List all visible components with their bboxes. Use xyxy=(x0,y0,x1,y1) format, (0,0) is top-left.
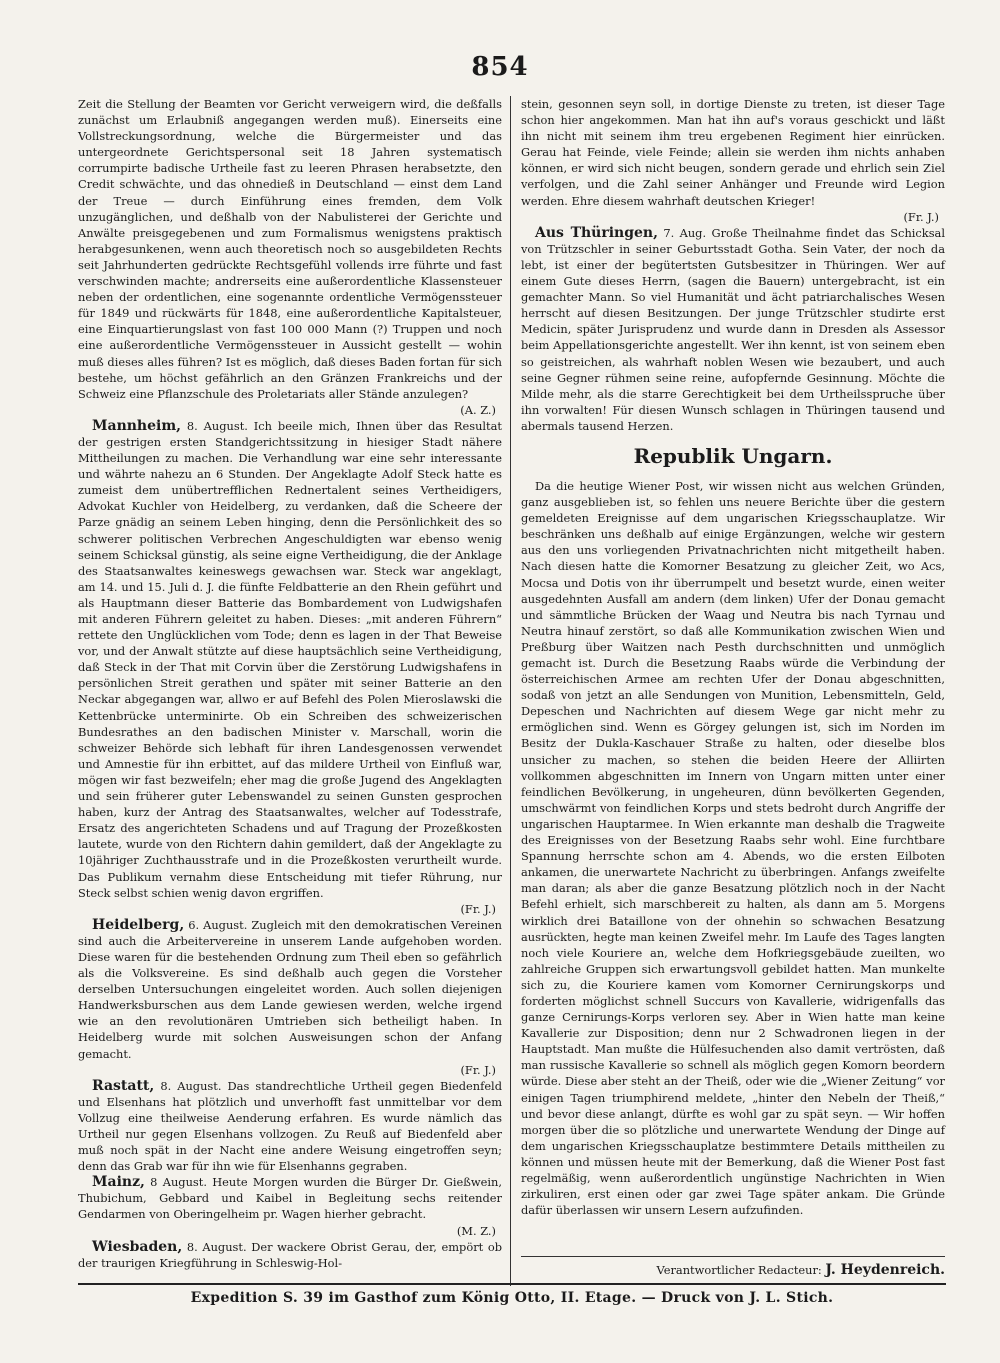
editor-rule xyxy=(521,1256,945,1257)
article-mannheim: Mannheim, 8. August. Ich beeile mich, Ihnen über das Resultat der gestrigen ersten Standgerichtssitzung in hiesiger Stadt nähere Mittheilungen zu machen. Die Verhandlung war eine sehr interessante und währte nahezu an 6 Stunden. Der Angeklagte Adolf Steck hatte es zumeist dem unübertrefflichen Rednertalent seines Vertheidigers, Advokat Kuchler von Heidelberg, zu verdanken, daß die Scheere der Parze gnädig an seinem Leben hinging, denn die Persönlichkeit des so schwerer politischen Verbrechen Angeschuldigten war ebenso wenig seinem Schicksal günstig, als seine eigne Vertheidigung, die der Anklage des Staatsanwaltes keineswegs gewachsen war. Steck war angeklagt, am 14. und 15. Juli d. J. die fünfte Feldbatterie an den Rhein geführt und als Hauptmann dieser Batterie das Bombardement von Ludwigshafen mit anderen Führern geleitet zu haben. Dieses: „mit anderen Führern“ rettete den Unglücklichen vom Tode; denn es lagen in der That Beweise vor, und der Anwalt stützte auf diese hauptsächlich seine Vertheidigung, daß Steck in der That mit Corvin über die Zerstörung Ludwigshafens in persönlichen Streit gerathen und später mit seiner Batterie an den Neckar abgegangen war, allwo er auf Befehl des Polen Mieroslawski die Kettenbrücke unterminirte. Ob ein Schreiben des schweizerischen Bundesrathes an den badischen Minister v. Marschall, worin die schweizer Behörde sich lebhaft für ihren Landesgenossen verwendet und Amnestie für ihn erbittet, auf das mildere Urtheil von Einfluß war, mögen wir fast bezweifeln; eher mag die große Jugend des Angeklagten und sein früherer guter Lebenswandel zu seinen Gunsten gesprochen haben, kurz der Antrag des Staatsanwaltes, welcher auf Todesstrafe, Ersatz des angerichteten Schadens und auf Tragung der Prozeßkosten lautete, wurde von den Richtern dahin gemildert, daß der Angeklagte zu 10jähriger Zuchthausstrafe und in die Prozeßkosten verurtheilt wurde. Das Publikum vernahm diese Entscheidung mit tiefer Rührung, nur Steck selbst schien wenig davon ergriffen. xyxy=(78,417,502,900)
dateline-place: Mannheim, xyxy=(92,417,182,434)
article-wiesbaden: Wiesbaden, 8. August. Der wackere Obrist Gerau, der, empört ob der traurigen Kriegführung in Schleswig-Hol- xyxy=(78,1238,502,1270)
paragraph: Zeit die Stellung der Beamten vor Gericht verweigern wird, die deßfalls zunächst um Erlaubniß angegangen werden muß). Einerseits eine Vollstreckungsordnung, welche die Bürgermeister und das untergeordnete Gerichtspersonal seit 18 Jahren systematisch corrumpirte badische Urtheile fast zu leeren Phrasen herabsetzte, den Credit schwächte, und das ohnedieß in Deutschland — einst dem Land der Treue — durch Einführung eines fremden, dem Volk unzugänglichen, und deßhalb von der Nabulisterei der Gerichte und Anwälte preisgegebenen und zum Formalismus wenigstens praktisch herabgesunkenen, wenn auch theoretisch noch so ausgebildeten Rechts seit Jahrhunderten gedrückte Rechtsgefühl vollends irre führte und fast verschwinden machte; andrerseits eine außerordentliche Klassensteuer neben der ordentlichen, eine sogenannte ordentliche Vermögenssteuer für 1849 und rückwärts für 1848, eine außerordentliche Kapitalsteuer, eine Einquartierungslast von fast 100 000 Mann (?) Truppen und noch eine außerordentliche Vermögenssteuer in Aussicht gestellt — wohin muß dieses alles führen? Ist es möglich, daß dieses Baden fortan für sich bestehe, um höchst gefährlich an den Gränzen Frankreichs und der Schweiz eine Pflanzschule des Proletariats aller Stände anzulegen? xyxy=(78,97,502,401)
dateline-place: Wiesbaden, xyxy=(92,1238,183,1255)
footer-rule xyxy=(78,1283,946,1285)
article-heidelberg: Heidelberg, 6. August. Zugleich mit den demokratischen Vereinen sind auch die Arbeitervereine in unserem Lande aufgehoben worden. Diese waren für die bestehenden Ordnung zum Theil eben so gefährlich als die Volksvereine. Es sind deßhalb auch gegen die Vorsteher derselben Untersuchungen eingeleitet worden. Auch sollen diejenigen Handwerksburschen aus dem Lande gewiesen werden, welche irgend wie an den revolutionären Umtrieben sich betheiligt haben. In Heidelberg wurde mit solchen Ausweisungen schon der Anfang gemacht. xyxy=(78,916,502,1061)
dateline-place: Aus Thüringen, xyxy=(535,224,658,241)
editor-label: Verantwortlicher Redacteur: xyxy=(656,1263,822,1277)
source-citation: (A. Z.) xyxy=(460,402,496,417)
source-citation: (Fr. J.) xyxy=(460,1062,496,1077)
article-mainz: Mainz, 8 August. Heute Morgen wurden die Bürger Dr. Gießwein, Thubichum, Gebbard und Kaibel in Begleitung sechs reitender Gendarmen von Oberingelheim pr. Wagen hierher gebracht. xyxy=(78,1174,502,1222)
paragraph: stein, gesonnen seyn soll, in dortige Dienste zu treten, ist dieser Tage schon hier angekommen. Man hat ihn auf's voraus geschickt und läßt ihn nicht mit seinem ihm treu ergebenen Regiment hier einrücken. Gerau hat Feinde, viele Feinde; allein sie werden ihm nichts anhaben können, er wird sich nicht beugen, sondern gerade und ehrlich sein Ziel verfolgen, und die Zahl seiner Anhänger und Freunde wird Legion werden. Ehre diesem wahrhaft deutschen Krieger! xyxy=(521,97,945,208)
editor-line xyxy=(521,1262,945,1278)
editor-name: J. Heydenreich. xyxy=(825,1262,945,1278)
source-citation: (Fr. J.) xyxy=(460,901,496,916)
dateline-place: Rastatt, xyxy=(92,1077,155,1094)
article-rastatt: Rastatt, 8. August. Das standrechtliche Urtheil gegen Biedenfeld und Elsenhans hat plötzlich und unverhofft fast unmittelbar vor dem Vollzug eine theilweise Aenderung erfahren. Es wurde nämlich das Urtheil nur gegen Elsenhans vollzogen. Zu Reuß auf Biedenfeld aber muß noch spät in der Nacht eine andere Weisung eingetroffen seyn; denn das Grab war für ihn wie für Elsenhanns gegraben. xyxy=(78,1077,502,1174)
column-divider xyxy=(510,96,511,1286)
imprint-footer: Expedition S. 39 im Gasthof zum König Otto, II. Etage. — Druck von J. L. Stich. xyxy=(190,1290,834,1306)
left-column xyxy=(78,96,502,1271)
source-citation: (M. Z.) xyxy=(456,1223,496,1238)
article-thueringen: Aus Thüringen, 7. Aug. Große Theilnahme findet das Schicksal von Trützschler in seiner Geburtsstadt Gotha. Sein Vater, der noch da lebt, ist einer der begütertsten Gutsbesitzer in Thüringen. Wer auf einem Gute dieses Herrn, (sagen die Bauern) untergebracht, ist ein gemachter Mann. So viel Humanität und ächt patriarchalisches Wesen herrscht auf diesen Besitzungen. Der junge Trützschler studirte erst Medicin, später Jurisprudenz und wurde dann in Dresden als Assessor beim Appellationsgerichte angestellt. Wer ihn kennt, ist von seinem eben so geistreichen, als wahrhaft noblen Wesen wie bezaubert, und auch seine Gegner rühmen seine reine, aufopfernde Gesinnung. Möchte die Milde mehr, als die starre Gerechtigkeit bei dem Urtheilsspruche über ihn vorwalten! Für diesen Wunsch schlagen in Thüringen tausend und abermals tausend Herzen. xyxy=(521,224,945,433)
right-column xyxy=(521,96,945,1218)
dateline-place: Mainz, xyxy=(92,1174,145,1191)
page-number: 854 xyxy=(471,52,529,82)
source-citation: (Fr. J.) xyxy=(903,209,939,224)
article-ungarn: Da die heutige Wiener Post, wir wissen nicht aus welchen Gründen, ganz ausgeblieben ist, so fehlen uns neuere Berichte über die gestern gemeldeten Ereignisse auf dem ungarischen Kriegsschauplatze. Wir beschränken uns deßhalb auf einige Ergänzungen, welche wir gestern aus den uns vorliegenden Privatnachrichten nicht mitgetheilt haben. Nach diesen hatte die Komorner Besatzung zu gleicher Zeit, wo Acs, Mocsa und Dotis von ihr überrumpelt und besetzt wurde, einen weiter ausgedehnten Ausfall am andern (dem linken) Ufer der Donau gemacht und sämmtliche Brücken der Waag und Neutra bis nach Tyrnau und Neutra hinauf zerstört, so daß alle Kommunikation zwischen Wien und Preßburg über Waitzen nach Pesth durchschnitten und unmöglich gemacht ist. Durch die Besetzung Raabs würde die Verbindung der österreichischen Armee am rechten Ufer der Donau abgeschnitten, sodaß von jetzt an alle Sendungen von Munition, Lebensmitteln, Geld, Depeschen und Nachrichten auf diesem Wege gar nicht mehr zu ermöglichen sind. Wenn es Görgey gelungen ist, sich im Norden im Besitz der Dukla-Kaschauer Straße zu halten, oder dieselbe blos unsicher zu machen, so stehen die beiden Heere der Alliirten vollkommen abgeschnitten im Innern von Ungarn mitten unter einer feindlichen Bevölkerung, in ungeheuren, dünn bevölkerten Gegenden, umschwärmt von feindlichen Korps und stets bedroht durch Angriffe der ungarischen Hauptarmee. In Wien erkannte man deshalb die Tragweite des Ereignisses von der Besetzung Raabs sehr wohl. Eine furchtbare Spannung herrschte schon am 4. Abends, wo die ersten Eilboten ankamen, die unerwartete Nachricht zu überbringen. Anfangs zweifelte man daran; als aber die ganze Besatzung plötzlich noch in der Nacht Befehl erhielt, sich marschbereit zu halten, als dann am 5. Morgens wirklich drei Bataillone von der ohnehin so schwachen Besatzung ausrückten, hegte man keinen Zweifel mehr. Im Laufe des Tages langten noch viele Kouriere an, welche dem Hofkriegsgebäude zueilten, wo zahlreiche Gruppen sich erwartungsvoll gebildet hatten. Man munkelte sich zu, die Kouriere kamen vom Komorner Cernirungskorps und forderten möglichst schnell Succurs von Kavallerie, widrigenfalls das ganze Cernirungs-Korps verloren sey. Aber in Wien hatte man keine Kavallerie zur Disposition; denn nur 2 Schwadronen liegen in der Hauptstadt. Man mußte die Hülfesuchenden also damit vertrösten, daß man russische Kavallerie so schnell als möglich gegen Komorn beordern würde. Diese aber steht an der Theiß, oder wie die „Wiener Zeitung“ vor einigen Tagen triumphirend meldete, „hinter den Nebeln der Theiß,“ und bevor diese anlangt, dürfte es wohl gar zu spät seyn. — Wir hoffen morgen über die so plötzliche und unerwartete Wendung der Dinge auf dem ungarischen Kriegsschauplatze bestimmtere Details mittheilen zu können und müssen heute mit der Bemerkung, daß die Wiener Post fast regelmäßig, wenn außerordentlich ungünstige Nachrichten in Wien zirkuliren, erst einen oder gar zwei Tage später ankam. Die Gründe dafür überlassen wir unsern Lesern aufzufinden. xyxy=(521,478,945,1218)
section-title: Republik Ungarn. xyxy=(633,443,833,468)
dateline-place: Heidelberg, xyxy=(92,916,185,933)
